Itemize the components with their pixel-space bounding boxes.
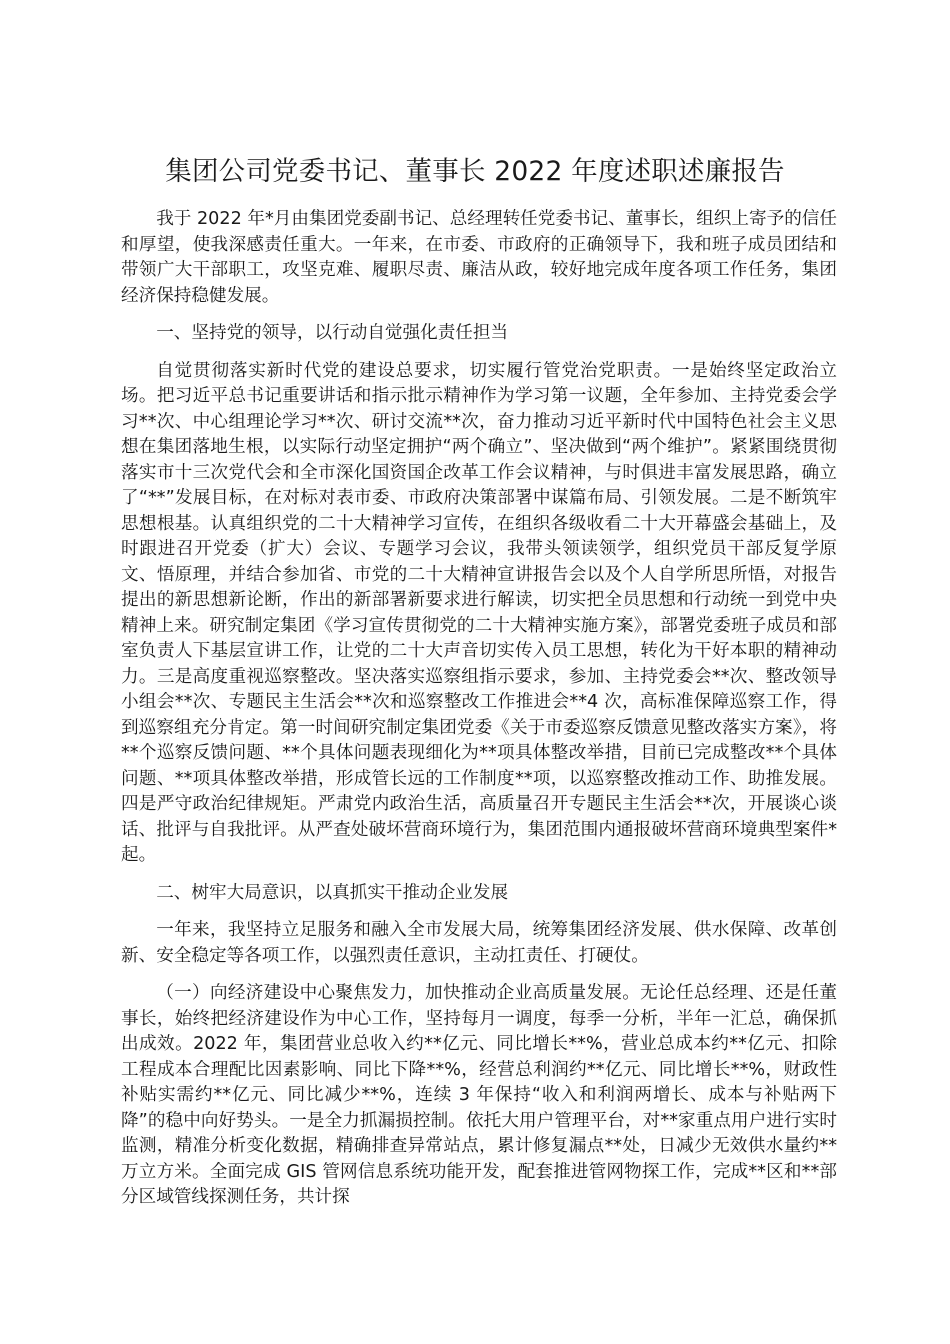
section-heading-1: 一、坚持党的领导，以行动自觉强化责任担当 [156, 323, 509, 343]
intro-paragraph: 我于 2022 年*月由集团党委副书记、总经理转任党委书记、董事长，组织上寄予的信任和厚望，使我深感责任重大。一年来，在市委、市政府的正确领导下，我和班子成员团结和带领广大干部职工，攻坚克难、履职尽责、廉洁从政，较好地完成年度各项工作任务，集团经济保持稳健发展。 [121, 209, 837, 306]
document-body [121, 207, 837, 1223]
section-heading-2: 二、树牢大局意识，以真抓实干推动企业发展 [156, 882, 509, 903]
body-paragraph: 一年来，我坚持立足服务和融入全市发展大局，统筹集团经济发展、供水保障、改革创新、安全稳定等各项工作，以强烈责任意识，主动扛责任、打硬仗。 [121, 920, 837, 966]
document-title: 集团公司党委书记、董事长 2022 年度述职述廉报告 [165, 156, 785, 187]
body-paragraph: 自觉贯彻落实新时代党的建设总要求，切实履行管党治党职责。一是始终坚定政治立场。把习近平总书记重要讲话和指示批示精神作为学习第一议题，全年参加、主持党委会学习**次、中心组理论学习**次、研讨交流**次，奋力推动习近平新时代中国特色社会主义思想在集团落地生根，以实际行动坚定拥护“两个确立”、坚决做到“两个维护”。紧紧围绕贯彻落实市十三次党代会和全市深化国资国企改革工作会议精神，与时俱进丰富发展思路，确立了“**”发展目标，在对标对表市委、市政府决策部署中谋篇布局、引领发展。二是不断筑牢思想根基。认真组织党的二十大精神学习宣传，在组织各级收看二十大开幕盛会基础上，及时跟进召开党委（扩大）会议、专题学习会议，我带头领读领学，组织党员干部反复学原文、悟原理，并结合参加省、市党的二十大精神宣讲报告会以及个人自学所思所悟，对报告提出的新思想新论断，作出的新部署新要求进行解读，切实把全员思想和行动统一到党中央精神上来。研究制定集团《学习宣传贯彻党的二十大精神实施方案》，部署党委班子成员和部室负责人下基层宣讲工作，让党的二十大声音切实传入员工思想，转化为干好本职的精神动力。三是高度重视巡察整改。坚决落实巡察组指示要求，参加、主持党委会**次、整改领导小组会**次、专题民主生活会**次和巡察整改工作推进会**4 次，高标准保障巡察工作，得到巡察组充分肯定。第一时间研究制定集团党委《关于市委巡察反馈意见整改落实方案》，将**个巡察反馈问题、**个具体问题表现细化为**项具体整改举措，目前已完成整改**个具体问题、**项具体整改举措，形成管长远的工作制度**项，以巡察整改推动工作、助推发展。四是严守政治纪律规矩。严肃党内政治生活，高质量召开专题民主生活会**次，开展谈心谈话、批评与自我批评。从严查处破坏营商环境行为，集团范围内通报破坏营商环境典型案件*起。 [121, 360, 837, 865]
body-paragraph: （一）向经济建设中心聚焦发力，加快推动企业高质量发展。无论任总经理、还是任董事长，始终把经济建设作为中心工作，坚持每月一调度，每季一分析，半年一汇总，确保抓出成效。2022 年，集团营业总收入约**亿元、同比增长**%，营业总成本约**亿元、扣除工程成本合理配比因素影响、同比下降**%，经营总利润约**亿元、同比增长**%，财政性补贴实需约**亿元、同比减少**%，连续 3 年保持“收入和利润两增长、成本与补贴两下降”的稳中向好势头。一是全力抓漏损控制。依托大用户管理平台，对**家重点用户进行实时监测，精准分析变化数据，精确排查异常站点，累计修复漏点**处，日减少无效供水量约**万立方米。全面完成 GIS 管网信息系统功能开发，配套推进管网物探工作，完成**区和**部分区域管线探测任务，共计探 [121, 983, 837, 1207]
